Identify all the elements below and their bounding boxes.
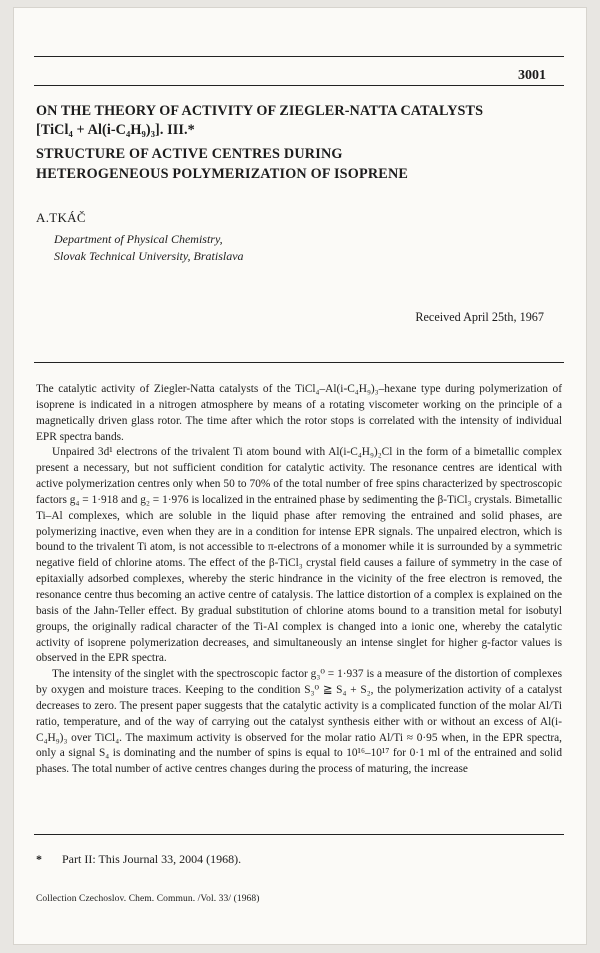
abstract-paragraph-2: Unpaired 3d¹ electrons of the trivalent Ti atom bound with Al(i-C₄H₉)₂Cl in the form of a bimetallic complex present a necessary, but not sufficient condition for catalytic activity. The resonance centres are identical with active polymerization centres only when 50 to 70% of the total number of free spins characterized by spectroscopic factors g₄ = 1·918 and g₂ = 1·976 is localized in the entrained phase by sedimenting the β-TiCl₃ crystals. Bimetallic Ti–Al complexes, which are soluble in the liquid phase after removing the entrained and solid phases, are polymerizing inactive, even when they are in a condition for intense EPR signals. The unpaired electron, which is bound to the trivalent Ti atom, is not accessible to π-electrons of a monomer while it is surrounded by a symmetric negative field of chlorine atoms. The effect of the β-TiCl₃ crystal field causes a failure of symmetry in the case of epitaxially adsorbed complexes, whereby the steric hindrance in the vicinity of the free electron is removed, the resonance centre thus becoming an active centre of catalysis. The lattice distortion of a complex is explained on the basis of the Jahn-Teller effect. By gradual substitution of chlorine atoms bound to a transition metal for isobutyl groups, the originally radical character of the Ti-Al complex is changed into a ionic one, whereby the catalytic activity of isoprene polymerization decreases, and simultaneously an intense singlet for higher g-factor values is observed in the EPR spectra. bbox=[36, 446, 562, 665]
top-rule bbox=[34, 56, 564, 57]
affiliation-line-2: Slovak Technical University, Bratislava bbox=[54, 249, 244, 263]
subtitle-line-1: STRUCTURE OF ACTIVE CENTRES DURING bbox=[36, 146, 343, 162]
affiliation bbox=[54, 231, 244, 265]
subtitle-line-2: HETEROGENEOUS POLYMERIZATION OF ISOPRENE bbox=[36, 166, 409, 182]
article-subtitle bbox=[36, 144, 556, 184]
header-rule bbox=[34, 85, 564, 86]
title-line-1: ON THE THEORY OF ACTIVITY OF ZIEGLER-NATTA CATALYSTS bbox=[36, 103, 484, 119]
footnote-mark: * bbox=[36, 852, 42, 866]
footnote bbox=[36, 852, 241, 867]
abstract-top-rule bbox=[34, 362, 564, 363]
footnote-text: Part II: This Journal 33, 2004 (1968). bbox=[62, 852, 242, 866]
received-date: Received April 25th, 1967 bbox=[415, 310, 544, 324]
abstract bbox=[36, 382, 562, 778]
footnote-rule bbox=[34, 834, 564, 835]
abstract-paragraph-3: The intensity of the singlet with the spectroscopic factor g₃⁰ = 1·937 is a measure of the distortion of complexes by oxygen and moisture traces. Keeping to the condition S₃⁰ ≧ S₄ + S₂, the polymerization activity of a catalyst decreases to zero. The present paper suggests that the catalytic activity is a complicated function of the molar Al/Ti ratio, temperature, and of the way of carrying out the catalyst synthesis either with or without an excess of Al(i-C₄H₉)₃ over TiCl₄. The maximum activity is observed for the molar ratio Al/Ti ≈ 0·95 when, in the EPR spectra, only a signal S₄ is dominating and the number of spins is equal to 10¹⁶–10¹⁷ for 0·1 ml of the entrained and solid phases. The total number of active centres changes during the process of maturing, the increase bbox=[36, 668, 562, 776]
abstract-paragraph-1: The catalytic activity of Ziegler-Natta catalysts of the TiCl₄–Al(i-C₄H₉)₃–hexane type during polymerization of isoprene is indicated in a nitrogen atmosphere by means of a rotating viscometer working on the principle of a magnetically driven glass rotor. The time after which the rotor stops is correlated with the intensity of individual EPR spectra bands. bbox=[36, 383, 562, 443]
page-number: 3001 bbox=[518, 68, 546, 83]
article-title bbox=[36, 102, 556, 140]
author: A.TKÁČ bbox=[36, 210, 86, 225]
journal-citation: Collection Czechoslov. Chem. Commun. /Vol. 33/ (1968) bbox=[36, 894, 260, 904]
title-line-2: [TiCl₄ + Al(i-C₄H₉)₃]. III.* bbox=[36, 122, 195, 138]
affiliation-line-1: Department of Physical Chemistry, bbox=[54, 232, 223, 246]
paper-page bbox=[14, 8, 586, 944]
